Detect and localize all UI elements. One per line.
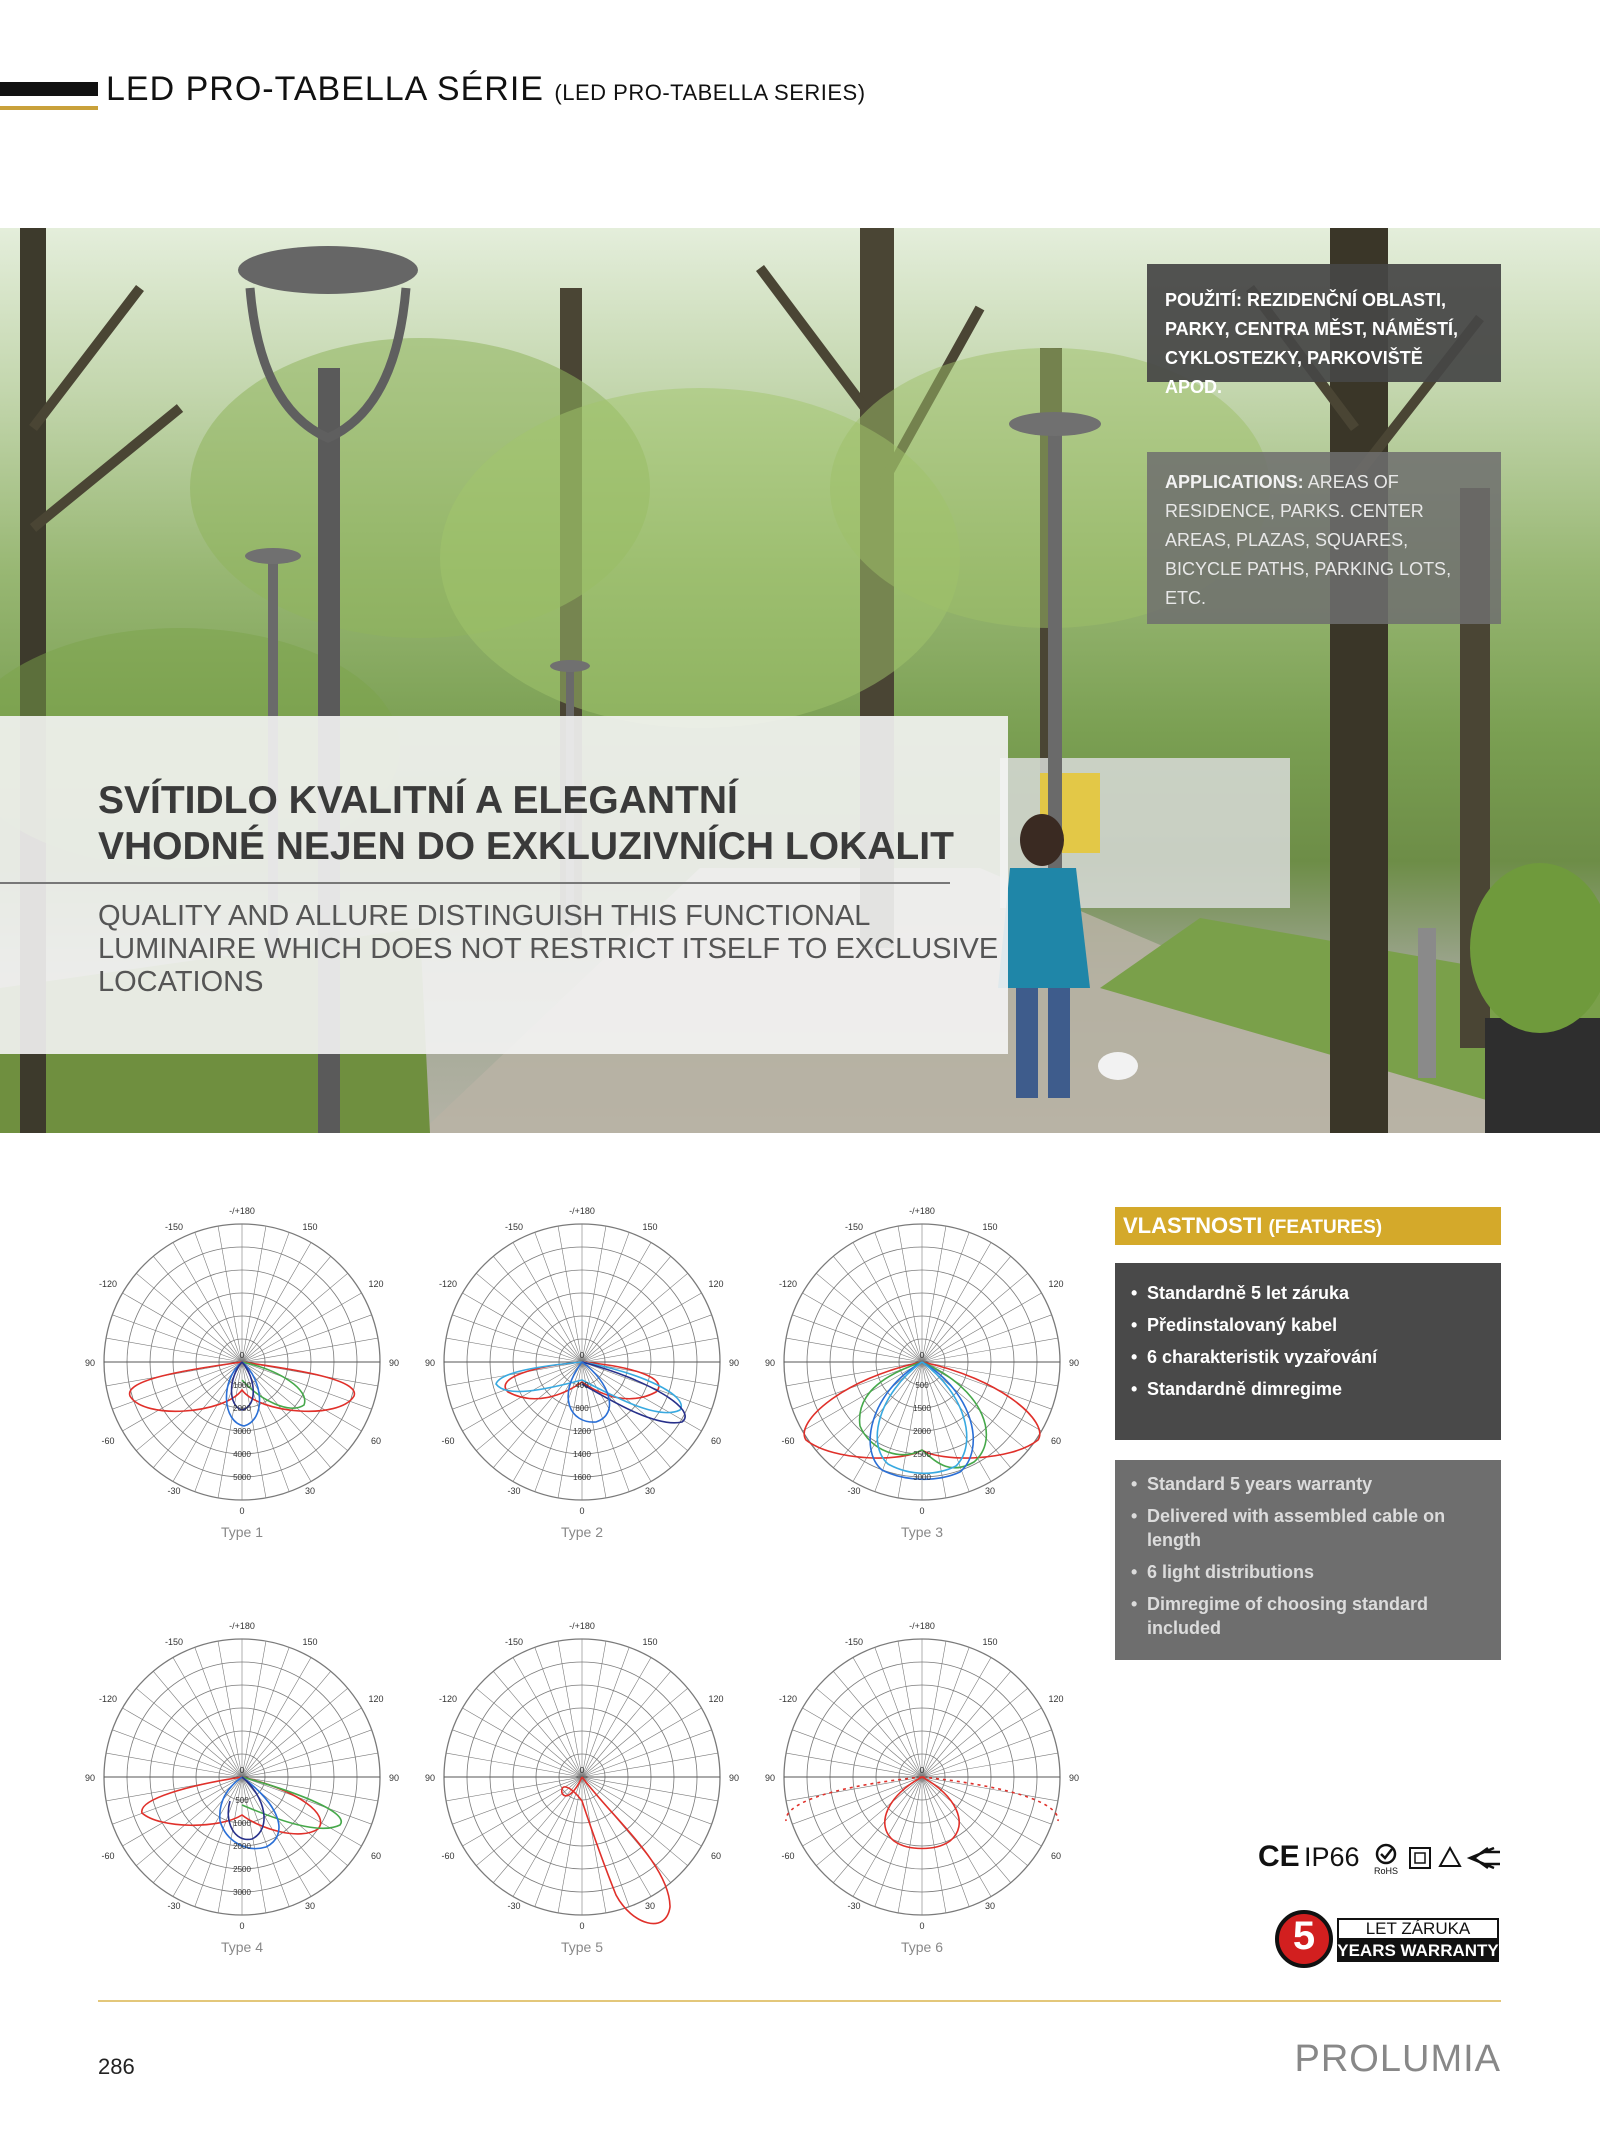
feature-en-item: • Delivered with assembled cable on length: [1129, 1504, 1491, 1552]
angle-label-tr: 150: [302, 1222, 318, 1232]
header-bar-gold: [0, 106, 98, 110]
ring-label: 400: [575, 1381, 589, 1390]
center-label: 0: [919, 1766, 925, 1775]
ring-label: 4000: [233, 1450, 251, 1459]
angle-label-tr: 150: [982, 1637, 998, 1647]
polar-chart: [420, 1615, 744, 1939]
slogan-cz: [98, 778, 954, 870]
angle-label-br: 30: [304, 1901, 316, 1911]
angle-label-bottom: 0: [919, 1921, 925, 1931]
angle-label-bottom: 0: [919, 1506, 925, 1516]
polar-diagram-type-5: [420, 1615, 744, 1985]
ring-label: 2000: [233, 1842, 251, 1851]
angle-label-ul: -120: [778, 1694, 798, 1704]
angle-label-tl: -150: [164, 1637, 184, 1647]
ring-label: 800: [575, 1404, 589, 1413]
angle-label-tr: 150: [982, 1222, 998, 1232]
slogan-cz-line2: VHODNÉ NEJEN DO EXKLUZIVNÍCH LOKALIT: [98, 825, 954, 868]
angle-label-ur: 120: [368, 1694, 384, 1704]
features-heading: [1115, 1207, 1501, 1245]
angle-label-ll: -60: [781, 1851, 795, 1861]
features-cz-box: [1115, 1263, 1501, 1440]
certifications: [1258, 1840, 1508, 1880]
angle-label-ur: 120: [708, 1279, 724, 1289]
angle-label-l: 90: [84, 1358, 96, 1368]
ring-label: 1200: [573, 1427, 591, 1436]
angle-label-tl: -150: [844, 1222, 864, 1232]
slogan-panel: [0, 716, 1008, 1054]
class-ii-icon: [1410, 1848, 1430, 1868]
applications-en-box: [1147, 452, 1501, 624]
slogan-en-line3: LOCATIONS: [98, 966, 264, 998]
warning-triangle-icon: [1440, 1848, 1460, 1866]
angle-label-ul: -120: [98, 1279, 118, 1289]
angle-label-bl: -30: [167, 1486, 181, 1496]
angle-label-ll: -60: [441, 1436, 455, 1446]
angle-label-l: 90: [84, 1773, 96, 1783]
angle-label-r: 90: [1068, 1358, 1080, 1368]
angle-label-l: 90: [424, 1773, 436, 1783]
angle-label-ll: -60: [101, 1851, 115, 1861]
ring-label: 2000: [233, 1404, 251, 1413]
angle-label-ll: -60: [781, 1436, 795, 1446]
header-bar-black: [0, 82, 98, 96]
angle-label-ll: -60: [441, 1851, 455, 1861]
angle-label-top: -/+180: [909, 1621, 935, 1631]
ring-label: 5000: [233, 1473, 251, 1482]
warranty-years: 5: [1292, 1914, 1316, 1958]
angle-label-l: 90: [424, 1358, 436, 1368]
angle-label-ur: 120: [1048, 1694, 1064, 1704]
angle-label-ur: 120: [1048, 1279, 1064, 1289]
angle-label-ul: -120: [438, 1694, 458, 1704]
ring-label: 3000: [233, 1427, 251, 1436]
svg-text:RoHS: RoHS: [1374, 1866, 1399, 1876]
angle-label-bl: -30: [847, 1901, 861, 1911]
diagram-label: Type 2: [560, 1524, 604, 1540]
ring-label: 1400: [573, 1450, 591, 1459]
angle-label-bottom: 0: [239, 1506, 245, 1516]
applications-cz-label: POUŽITÍ:: [1165, 290, 1242, 310]
angle-label-top: -/+180: [909, 1206, 935, 1216]
angle-label-bottom: 0: [579, 1921, 585, 1931]
polar-chart: [420, 1200, 744, 1524]
angle-label-br: 30: [304, 1486, 316, 1496]
page-number: 286: [98, 2054, 135, 2079]
polar-chart: [80, 1200, 404, 1524]
angle-label-bl: -30: [167, 1901, 181, 1911]
feature-en-item: • 6 light distributions: [1129, 1560, 1491, 1584]
applications-en-label: APPLICATIONS:: [1165, 472, 1304, 492]
ring-label: 1500: [913, 1404, 931, 1413]
angle-label-bottom: 0: [579, 1506, 585, 1516]
feature-cz-item: • Standardně dimregime: [1129, 1373, 1491, 1405]
slogan-divider: [0, 882, 950, 884]
feature-cz-item: • Předinstalovaný kabel: [1129, 1309, 1491, 1341]
angle-label-tl: -150: [164, 1222, 184, 1232]
angle-label-bl: -30: [847, 1486, 861, 1496]
angle-label-bottom: 0: [239, 1921, 245, 1931]
footer-divider: [98, 2000, 1501, 2002]
polar-diagram-type-2: [420, 1200, 744, 1570]
angle-label-tr: 150: [642, 1637, 658, 1647]
angle-label-bl: -30: [507, 1901, 521, 1911]
series-subtitle: (LED PRO-TABELLA SERIES): [554, 80, 866, 105]
angle-label-r: 90: [1068, 1773, 1080, 1783]
angle-label-lr: 60: [1050, 1436, 1062, 1446]
ring-label: 3000: [233, 1888, 251, 1897]
angle-label-br: 30: [644, 1901, 656, 1911]
features-en-box: [1115, 1460, 1501, 1660]
angle-label-tl: -150: [844, 1637, 864, 1647]
angle-label-r: 90: [388, 1773, 400, 1783]
angle-label-tl: -150: [504, 1637, 524, 1647]
center-label: 0: [579, 1766, 585, 1775]
applications-cz-box: [1147, 264, 1501, 397]
angle-label-br: 30: [644, 1486, 656, 1496]
ip-rating: IP66: [1304, 1842, 1360, 1872]
angle-label-ur: 120: [368, 1279, 384, 1289]
diagram-label: Type 6: [900, 1939, 944, 1955]
polar-chart: [760, 1615, 1084, 1939]
ring-label: 500: [915, 1381, 929, 1390]
diagram-label: Type 3: [900, 1524, 944, 1540]
angle-label-lr: 60: [1050, 1851, 1062, 1861]
angle-label-top: -/+180: [229, 1621, 255, 1631]
series-title: LED PRO-TABELLA SÉRIE: [106, 70, 544, 108]
warranty-en: YEARS WARRANTY: [1337, 1941, 1499, 1960]
ring-label: 500: [235, 1796, 249, 1805]
angle-label-ul: -120: [98, 1694, 118, 1704]
applications-en-text: AREAS OF RESIDENCE, PARKS. CENTER AREAS, PLAZAS, SQUARES, BICYCLE PATHS, PARKING LOTS, ETC.: [1165, 472, 1452, 608]
angle-label-tl: -150: [504, 1222, 524, 1232]
angle-label-r: 90: [728, 1358, 740, 1368]
features-title: VLASTNOSTI: [1123, 1213, 1263, 1238]
angle-label-tr: 150: [302, 1637, 318, 1647]
warranty-badge: [1275, 1910, 1501, 1970]
angle-label-tr: 150: [642, 1222, 658, 1232]
ce-mark: CE: [1258, 1840, 1300, 1873]
angle-label-br: 30: [984, 1901, 996, 1911]
feature-en-item: • Dimregime of choosing standard included: [1129, 1592, 1491, 1640]
angle-label-br: 30: [984, 1486, 996, 1496]
diagram-label: Type 5: [560, 1939, 604, 1955]
center-label: 0: [579, 1351, 585, 1360]
slogan-cz-line1: SVÍTIDLO KVALITNÍ A ELEGANTNÍ: [98, 779, 738, 822]
center-label: 0: [239, 1351, 245, 1360]
angle-label-lr: 60: [370, 1851, 382, 1861]
angle-label-l: 90: [764, 1773, 776, 1783]
angle-label-top: -/+180: [569, 1621, 595, 1631]
angle-label-r: 90: [388, 1358, 400, 1368]
polar-diagram-type-6: [760, 1615, 1084, 1985]
angle-label-ll: -60: [101, 1436, 115, 1446]
angle-label-l: 90: [764, 1358, 776, 1368]
ring-label: 2000: [913, 1427, 931, 1436]
angle-label-ul: -120: [438, 1279, 458, 1289]
feature-cz-item: • 6 charakteristik vyzařování: [1129, 1341, 1491, 1373]
ring-label: 3000: [913, 1473, 931, 1482]
center-label: 0: [919, 1351, 925, 1360]
polar-diagram-type-4: [80, 1615, 404, 1985]
brand-name: PROLUMIA: [1294, 2038, 1501, 2080]
rohs-icon: [1374, 1845, 1398, 1876]
ring-label: 1000: [233, 1381, 251, 1390]
feature-en-item: • Standard 5 years warranty: [1129, 1472, 1491, 1496]
angle-label-lr: 60: [710, 1436, 722, 1446]
diagram-label: Type 4: [220, 1939, 264, 1955]
angle-label-lr: 60: [370, 1436, 382, 1446]
angle-label-ur: 120: [708, 1694, 724, 1704]
slogan-en-line1: QUALITY AND ALLURE DISTINGUISH THIS FUNCTIONAL: [98, 900, 871, 932]
ccc-mark-icon: [1470, 1848, 1500, 1868]
diagram-label: Type 1: [220, 1524, 264, 1540]
ring-label: 1000: [233, 1819, 251, 1828]
cert-icons: [1374, 1842, 1504, 1878]
angle-label-lr: 60: [710, 1851, 722, 1861]
angle-label-bl: -30: [507, 1486, 521, 1496]
page-title: [106, 70, 866, 109]
ring-label: 2500: [913, 1450, 931, 1459]
ring-label: 1600: [573, 1473, 591, 1482]
angle-label-top: -/+180: [229, 1206, 255, 1216]
polar-chart: [760, 1200, 1084, 1524]
angle-label-ul: -120: [778, 1279, 798, 1289]
polar-diagram-type-3: [760, 1200, 1084, 1570]
slogan-en-line2: LUMINAIRE WHICH DOES NOT RESTRICT ITSELF TO EXCLUSIVE: [98, 933, 999, 965]
angle-label-top: -/+180: [569, 1206, 595, 1216]
center-label: 0: [239, 1766, 245, 1775]
angle-label-r: 90: [728, 1773, 740, 1783]
applications-cz-text: REZIDENČNÍ OBLASTI, PARKY, CENTRA MĚST, NÁMĚSTÍ, CYKLOSTEZKY, PARKOVIŠTĚ APOD.: [1165, 290, 1459, 397]
polar-diagram-type-1: [80, 1200, 404, 1570]
feature-cz-item: • Standardně 5 let záruka: [1129, 1277, 1491, 1309]
polar-chart: [80, 1615, 404, 1939]
ring-label: 2500: [233, 1865, 251, 1874]
warranty-cz: LET ZÁRUKA: [1337, 1918, 1499, 1940]
features-title-sub: (FEATURES): [1268, 1217, 1383, 1238]
slogan-en: [98, 900, 998, 999]
